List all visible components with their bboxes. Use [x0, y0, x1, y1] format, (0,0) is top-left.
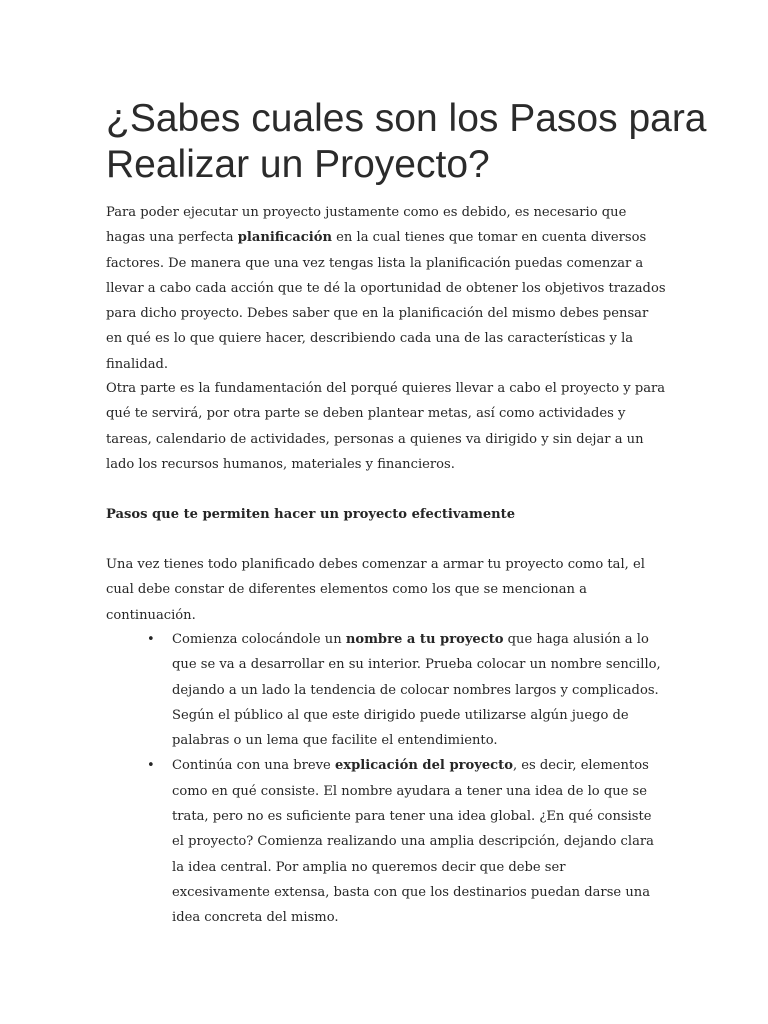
list-item-text-start: Comienza colocándole un — [172, 632, 346, 647]
list-item-text-end: que haga alusión a lo que se va a desarrollar en su interior. Prueba colocar un nombre sencillo, dejando a un lado la tendencia de colocar nombres largos y complicados. Según el público al que este dirigido puede utilizarse algún juego de palabras o un lema que facilite el entendimiento. — [172, 632, 661, 749]
intro-bold-term: planificación — [237, 230, 332, 246]
list-item-text-end: , es decir, elementos como en qué consiste. El nombre ayudara a tener una idea de lo que se trata, pero no es suficiente para tener una idea global. ¿En qué consiste el proyecto? Comienza realizando una amplia descripción, dejando clara la idea central. Por amplia no queremos decir que debe ser excesivamente extensa, basta con que los destinarios puedan darse una idea concreta del mismo. — [172, 758, 654, 926]
steps-list — [147, 627, 664, 931]
intro-text-end: en la cual tienes que tomar en cuenta diversos factores. De manera que una vez tengas lista la planificación puedas comenzar a llevar a cabo cada acción que te dé la oportunidad de obtener los objetivos trazados para dicho proyecto. Debes saber que en la planificación del mismo debes pensar en qué es lo que quiere hacer, describiendo cada una de las características y la finalidad. — [106, 230, 666, 372]
list-item-bold-term: explicación del proyecto — [334, 758, 513, 774]
list-item-bold-term: nombre a tu proyecto — [345, 632, 504, 647]
planificado-paragraph: Una vez tienes todo planificado debes comenzar a armar tu proyecto como tal, el cual debe constar de diferentes elementos como los que se mencionan a continuación. — [106, 557, 645, 623]
fundamentacion-paragraph: Otra parte es la fundamentación del porqué quieres llevar a cabo el proyecto y para qué te servirá, por otra parte se deben plantear metas, así como actividades y tareas, calendario de actividades, personas a quienes va dirigido y sin dejar a un lado los recursos humanos, materiales y financieros. — [106, 381, 666, 472]
list-item — [147, 753, 664, 930]
list-item — [147, 627, 664, 753]
intro-paragraph — [106, 200, 666, 377]
page-title: ¿Sabes cuales son los Pasos para Realizar un Proyecto? — [106, 97, 707, 186]
bullet-icon: • — [147, 632, 155, 647]
list-item-text-start: Continúa con una breve — [172, 758, 335, 774]
intro-text-start: Para poder ejecutar un proyecto justamente como es debido, es necesario que hagas una perfecta — [106, 205, 627, 246]
bullet-icon: • — [147, 758, 155, 774]
section-heading: Pasos que te permiten hacer un proyecto efectivamente — [106, 507, 516, 522]
